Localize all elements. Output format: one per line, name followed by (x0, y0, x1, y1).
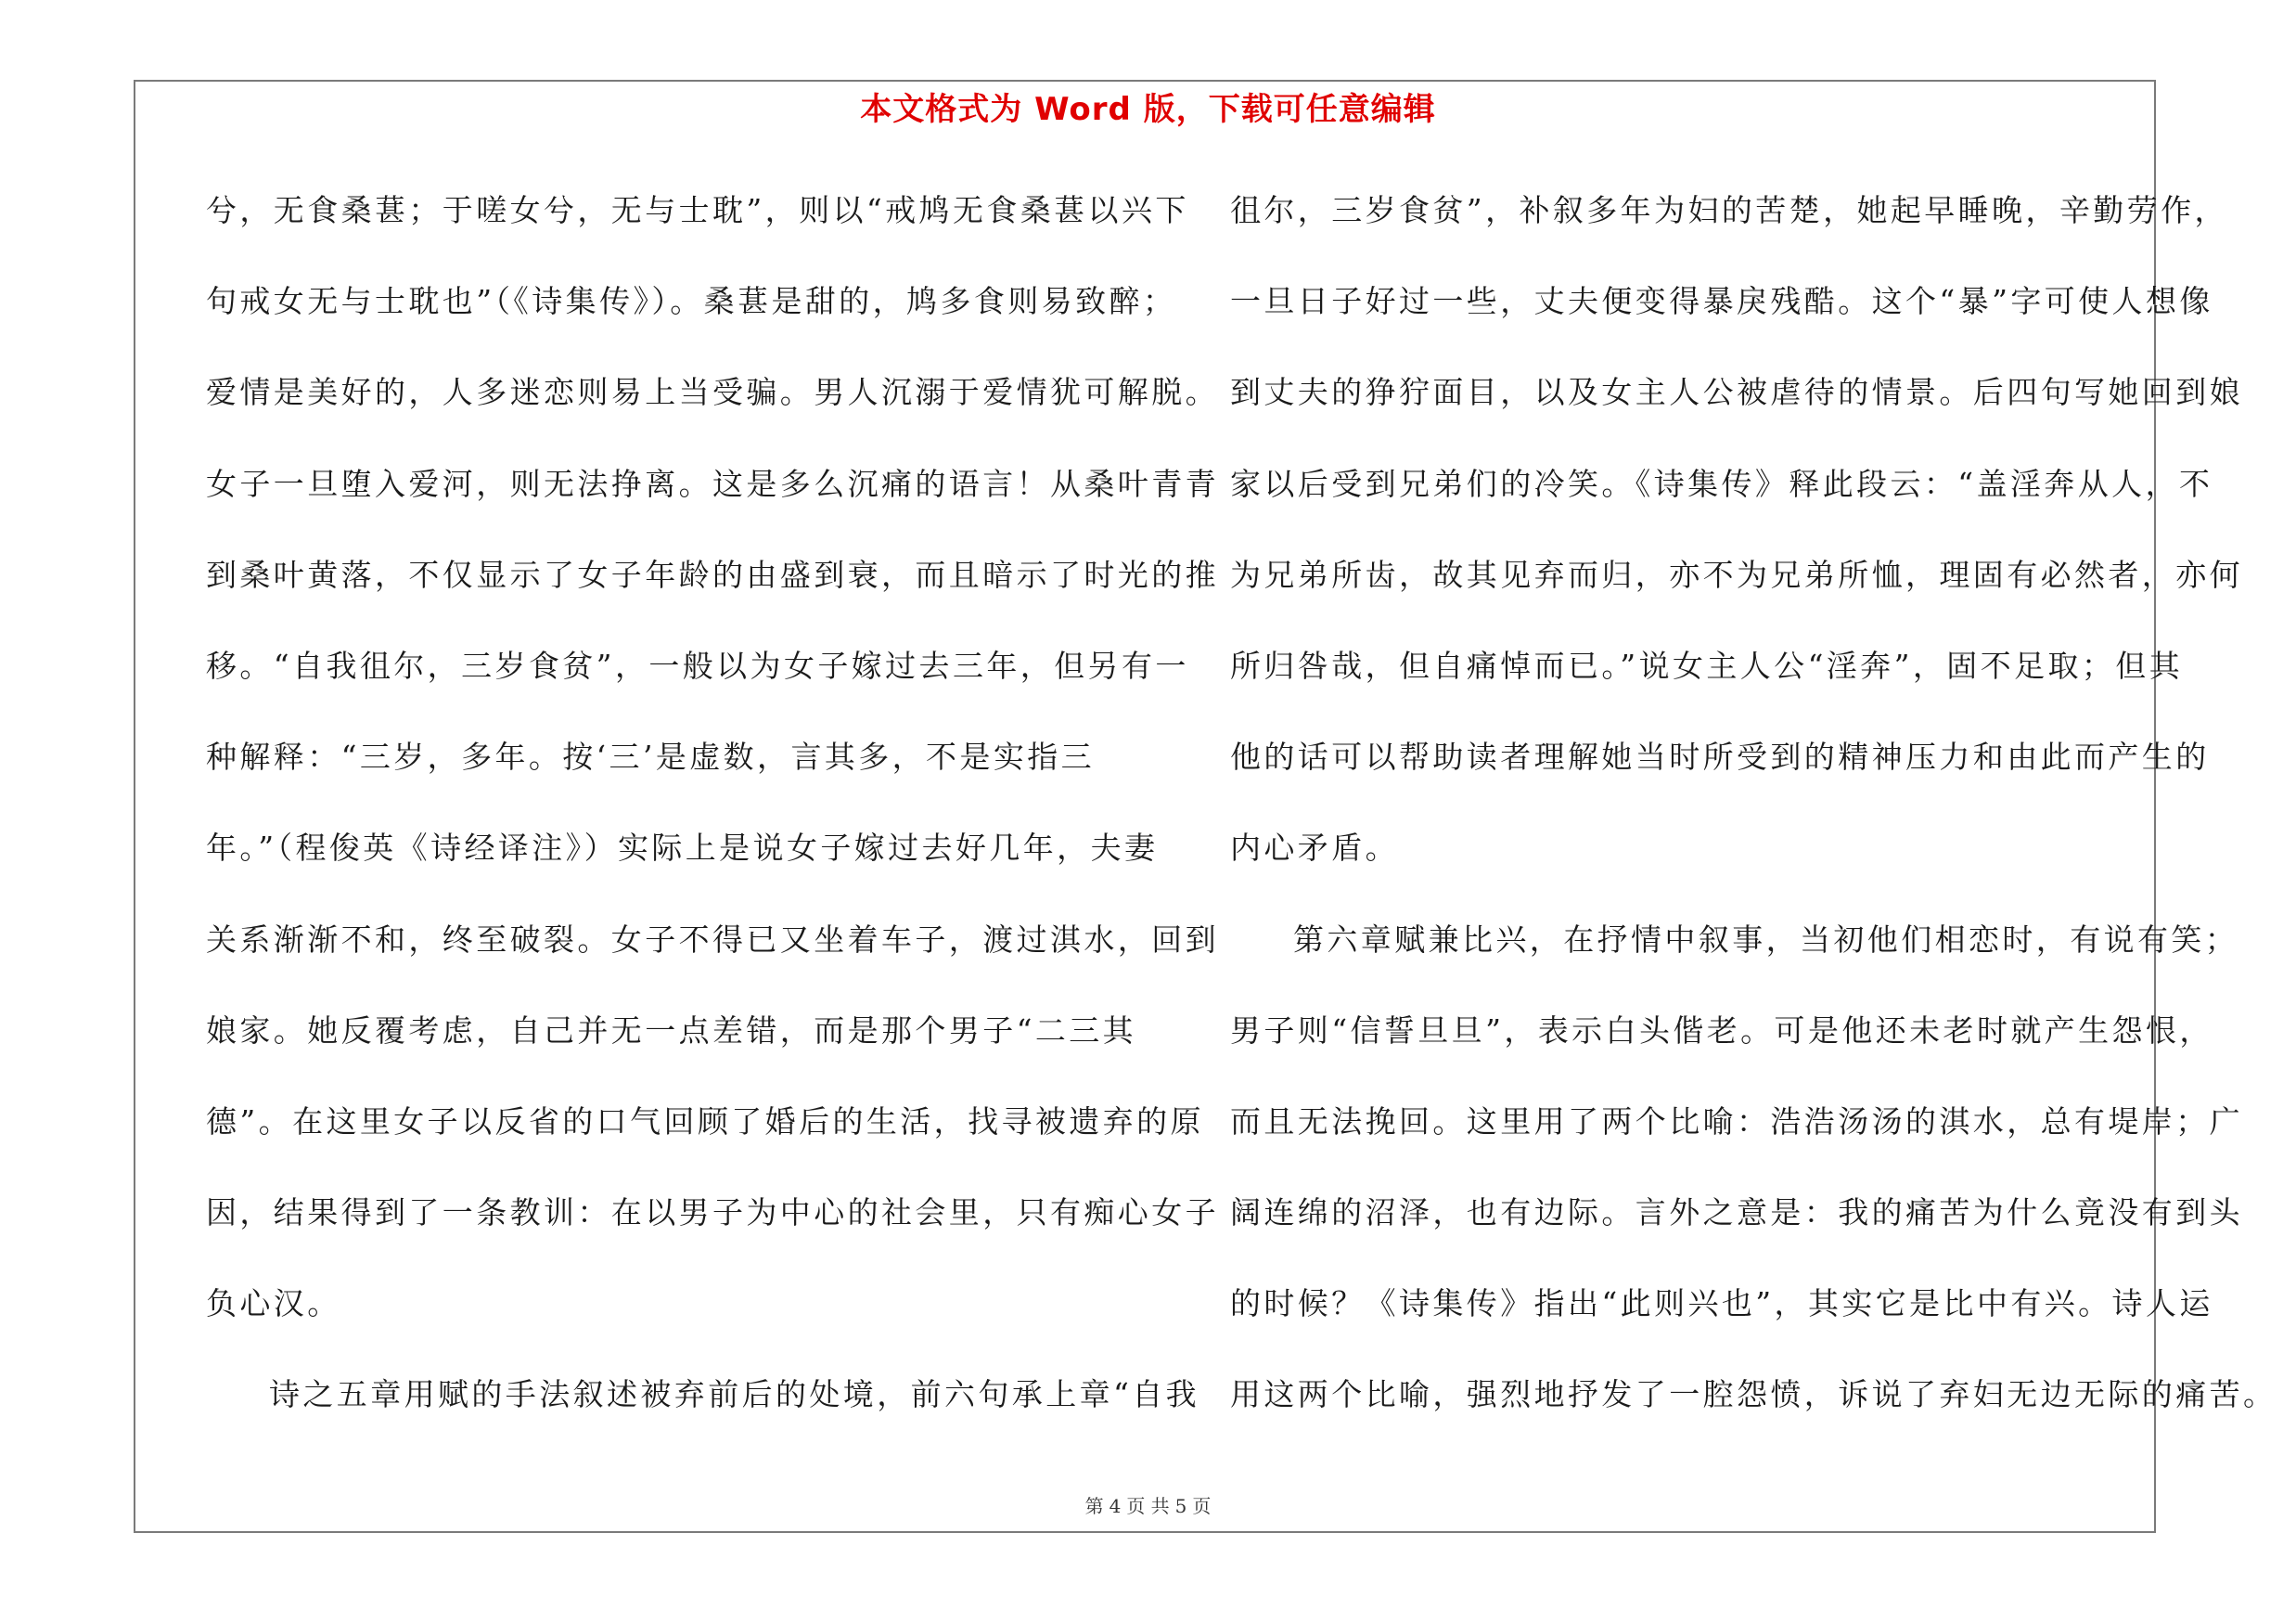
text-line: 阔连绵的沼泽，也有边际。言外之意是：我的痛苦为什么竟没有到头 (1230, 1194, 2243, 1231)
right-text-column (1230, 178, 2277, 1454)
footer-suffix: 页 (1192, 1495, 1212, 1517)
current-page-number: 4 (1109, 1495, 1122, 1517)
text-line: 到丈夫的狰狞面目，以及女主人公被虐待的情景。后四句写她回到娘 (1230, 374, 2243, 411)
text-line: 种解释：“三岁，多年。按‘三’是虚数，言其多，不是实指三 (206, 739, 1096, 776)
text-line: 到桑叶黄落，不仅显示了女子年龄的由盛到衰，而且暗示了时光的推 (206, 556, 1219, 593)
text-line: 移。“自我徂尔，三岁食贫”，一般以为女子嫁过去三年，但另有一 (206, 647, 1189, 684)
text-line: 关系渐渐不和，终至破裂。女子不得已又坐着车子，渡过淇水，回到 (206, 921, 1219, 958)
text-line: 一旦日子好过一些，丈夫便变得暴戾残酷。这个“暴”字可使人想像 (1230, 283, 2213, 320)
text-line: 而且无法挽回。这里用了两个比喻：浩浩汤汤的淇水，总有堤岸；广 (1230, 1102, 2243, 1140)
text-line: 用这两个比喻，强烈地抒发了一腔怨愤，诉说了弃妇无边无际的痛苦。 (1230, 1376, 2277, 1413)
left-text-column (206, 178, 1219, 1454)
text-line: 的时候？《诗集传》指出“此则兴也”，其实它是比中有兴。诗人运 (1230, 1285, 2213, 1322)
text-line: 为兄弟所齿，故其见弃而归，亦不为兄弟所恤，理固有必然者，亦何 (1230, 556, 2243, 593)
text-line: 所归咎哉，但自痛悼而已。”说女主人公“淫奔”，固不足取；但其 (1230, 647, 2184, 684)
paragraph-start-line: 第六章赋兼比兴，在抒情中叙事，当初他们相恋时，有说有笑； (1293, 921, 2239, 958)
text-line: 男子则“信誓旦旦”，表示白头偕老。可是他还未老时就产生怨恨， (1230, 1011, 2213, 1049)
text-line: 徂尔，三岁食贫”，补叙多年为妇的苦楚，她起早睡晚，辛勤劳作， (1230, 192, 2228, 228)
paragraph-start-line: 诗之五章用赋的手法叙述被弃前后的处境，前六句承上章“自我 (269, 1376, 1200, 1413)
footer-middle: 页 共 (1126, 1495, 1170, 1517)
total-page-count: 5 (1174, 1495, 1187, 1517)
text-line: 因，结果得到了一条教训：在以男子为中心的社会里，只有痴心女子 (206, 1194, 1219, 1231)
page-number-footer (0, 1492, 2296, 1520)
text-line: 女子一旦堕入爱河，则无法挣离。这是多么沉痛的语言！从桑叶青青 (206, 465, 1219, 502)
footer-prefix: 第 (1084, 1495, 1104, 1517)
text-line: 兮，无食桑葚；于嗟女兮，无与士耽”，则以“戒鸠无食桑葚以兴下 (206, 192, 1189, 228)
text-line: 爱情是美好的，人多迷恋则易上当受骗。男人沉溺于爱情犹可解脱。 (206, 374, 1219, 411)
text-line: 德”。在这里女子以反省的口气回顾了婚后的生活，找寻被遗弃的原 (206, 1102, 1204, 1140)
text-line: 内心矛盾。 (1230, 830, 1399, 867)
text-line: 负心汉。 (206, 1285, 341, 1322)
text-line: 他的话可以帮助读者理解她当时所受到的精神压力和由此而产生的 (1230, 739, 2210, 776)
text-line: 家以后受到兄弟们的冷笑。《诗集传》释此段云：“盖淫奔从人，不 (1230, 465, 2213, 502)
text-line: 年。”（程俊英《诗经译注》）实际上是说女子嫁过去好几年，夫妻 (206, 830, 1159, 867)
text-line: 娘家。她反覆考虑，自己并无一点差错，而是那个男子“二三其 (206, 1011, 1137, 1049)
text-line: 句戒女无与士耽也”（《诗集传》）。桑葚是甜的，鸠多食则易致醉； (206, 283, 1177, 320)
word-format-banner: 本文格式为 Word 版，下载可任意编辑 (860, 91, 1436, 128)
